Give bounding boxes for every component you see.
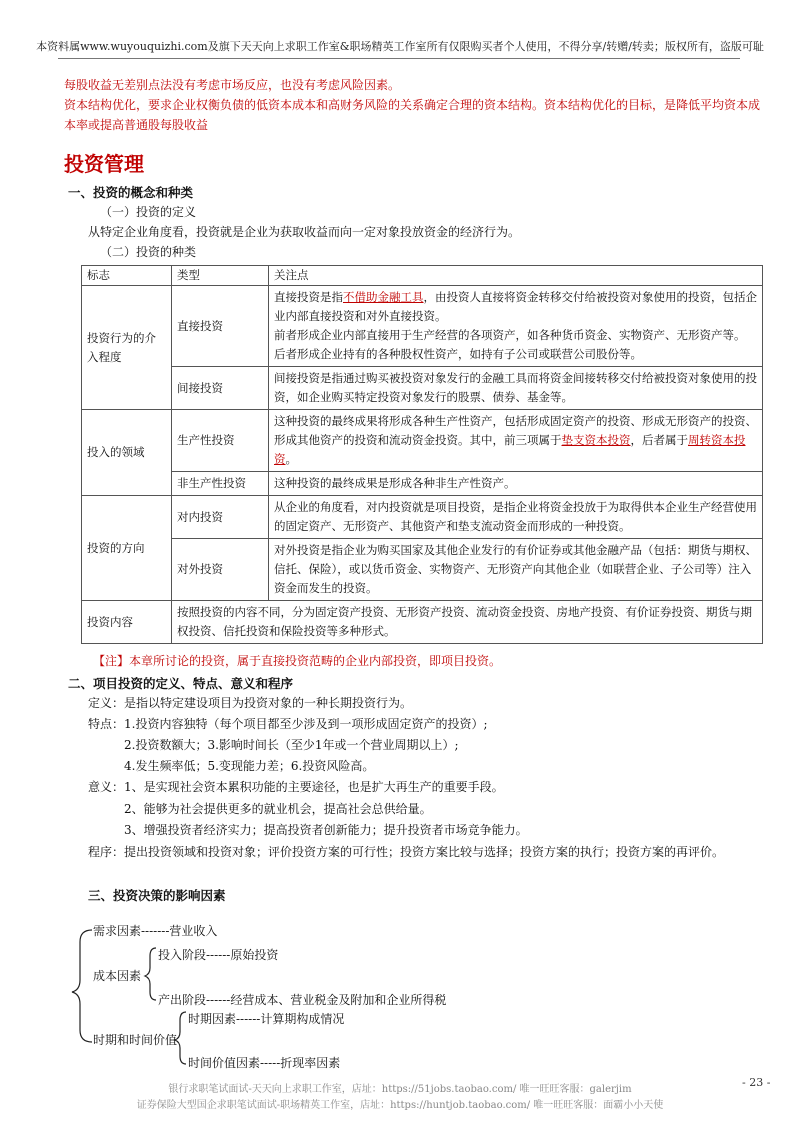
table-row — [82, 472, 763, 496]
table-header: 关注点 — [269, 266, 763, 286]
factor-cost: 成本因素 — [93, 969, 142, 983]
factor-time-value: 时间价值因素-----折现率因素 — [188, 1056, 341, 1070]
text-run: 后者形成企业持有的各种股权性资产，如持有子公司或联营公司股份等。 — [274, 347, 642, 361]
s1-definition: 从特定企业角度看，投资就是企业为获取收益而向一定对象投放资金的经济行为。 — [88, 225, 521, 239]
type-cell: 直接投资 — [172, 286, 269, 367]
table-row — [82, 410, 763, 472]
row-label: 投资的方向 — [82, 496, 172, 601]
intro-line-2: 资本结构优化，要求企业权衡负债的低资本成本和高财务风险的关系确定合理的资本结构。资本结构优化的目标，是降低平均资本成 — [64, 98, 761, 112]
s1-sub2: （二）投资的种类 — [100, 245, 197, 259]
factor-invest-stage: 投入阶段------原始投资 — [158, 948, 279, 962]
focus-cell: 从企业的角度看，对内投资就是项目投资，是指企业将资金投放于为取得供本企业生产经营使用的固定资产、无形资产、其他资产和垫支流动资金而形成的一种投资。 — [269, 496, 763, 539]
table-row — [82, 367, 763, 410]
table-row — [82, 539, 763, 601]
s2-meaning-2: 2、能够为社会提供更多的就业机会，提高社会总供给量。 — [124, 802, 432, 816]
intro-line-1: 每股收益无差别点法没有考虑市场反应，也没有考虑风险因素。 — [64, 78, 401, 92]
row-label: 投入的领域 — [82, 410, 172, 496]
factor-time: 时期和时间价值 — [93, 1033, 178, 1047]
s2-feature-3: 4.发生频率低；5.变现能力差；6.投资风险高。 — [124, 759, 375, 773]
focus-cell: 这种投资的最终成果是形成各种非生产性资产。 — [269, 472, 763, 496]
section-title: 投资管理 — [64, 152, 144, 176]
s1-sub1: （一）投资的定义 — [100, 205, 197, 219]
focus-cell: 间接投资是指通过购买被投资对象发行的金融工具而将资金间接转移交付给被投资对象使用的投资，如企业购买特定投资对象发行的股票、债券、基金等。 — [269, 367, 763, 410]
copyright-header: 本资料属www.wuyouquizhi.com及旗下天天向上求职工作室&职场精英工作室所有仅限购买者个人使用，不得分享/转赠/转卖；版权所有，盗版可耻 — [36, 40, 764, 53]
footer-line-2: 证券保险大型国企求职笔试面试-职场精英工作室，店址：https://huntjob.taobao.com/ 唯一旺旺客服：面霸小小天使 — [136, 1100, 664, 1111]
focus-cell: 对外投资是指企业为购买国家及其他企业发行的有价证券或其他金融产品（包括：期货与期权、信托、保险），或以货币资金、实物资产、无形资产向其他企业（如联营企业、子公司等）注入资金而发生的投资。 — [269, 539, 763, 601]
type-cell: 对内投资 — [172, 496, 269, 539]
type-cell: 非生产性投资 — [172, 472, 269, 496]
note: 【注】本章所讨论的投资，属于直接投资范畴的企业内部投资，即项目投资。 — [93, 654, 502, 668]
text-run: 。 — [285, 452, 297, 466]
text-run: 直接投资是指 — [274, 290, 343, 304]
label-line: 投资行为的介 — [87, 330, 156, 345]
focus-cell — [269, 286, 763, 367]
table-header: 类型 — [172, 266, 269, 286]
factor-demand: 需求因素-------营业收入 — [93, 924, 218, 938]
table-row — [82, 496, 763, 539]
s2-feature-1: 特点：1.投资内容独特（每个项目都至少涉及到一项形成固定资产的投资）; — [88, 717, 488, 731]
highlight-text: 垫支资本投资 — [561, 433, 631, 447]
s2-definition: 定义：是指以特定建设项目为投资对象的一种长期投资行为。 — [88, 696, 413, 710]
table-row — [82, 286, 763, 367]
intro-line-3: 本率或提高普通股每股收益 — [64, 118, 209, 132]
highlight-text: 周转资本投资 — [274, 433, 746, 466]
s2-meaning-3: 3、增强投资者经济实力；提高投资者创新能力；提升投资者市场竞争能力。 — [124, 823, 528, 837]
investment-types-table — [81, 265, 763, 644]
text-run: ，后者属于 — [630, 433, 688, 447]
footer-line-1: 银行求职笔试面试-天天向上求职工作室，店址：https://51jobs.taobao.com/ 唯一旺旺客服：galerjim — [168, 1084, 632, 1095]
type-cell: 对外投资 — [172, 539, 269, 601]
focus-cell — [269, 410, 763, 472]
row-label — [82, 286, 172, 410]
s2-meaning-1: 意义：1、是实现社会资本累积功能的主要途径，也是扩大再生产的重要手段。 — [88, 780, 504, 794]
s2-feature-2: 2.投资数额大；3.影响时间长（至少1年或一个营业周期以上）; — [124, 738, 459, 752]
factor-period: 时期因素------计算期构成情况 — [188, 1012, 345, 1026]
highlight-text: 不借助金融工具 — [343, 290, 424, 304]
s1-heading: 一、投资的概念和种类 — [68, 185, 194, 200]
s2-procedure: 程序：提出投资领域和投资对象；评价投资方案的可行性；投资方案比较与选择；投资方案的执行；投资方案的再评价。 — [88, 845, 725, 859]
type-cell: 生产性投资 — [172, 410, 269, 472]
label-line: 入程度 — [87, 349, 122, 364]
s3-heading: 三、投资决策的影响因素 — [88, 888, 226, 903]
text-run: ，由投资人直接将资金转移交付给被投资对象使用的投资，包括企业内部直接投资和对外直接投资。 — [274, 290, 757, 323]
focus-cell: 按照投资的内容不同，分为固定资产投资、无形资产投资、流动资金投资、房地产投资、有价证券投资、期货与期权投资、信托投资和保险投资等多种形式。 — [172, 601, 763, 644]
table-header-row — [82, 266, 763, 286]
table-row — [82, 601, 763, 644]
table-header: 标志 — [82, 266, 172, 286]
header-divider — [58, 58, 740, 59]
text-run: 这种投资的最终成果将形成各种生产性资产，包括形成固定资产的投资、形成无形资产的投资、形成其他资产的投资和流动资金投资。其中，前三项属于 — [274, 414, 757, 447]
s2-heading: 二、项目投资的定义、特点、意义和程序 — [68, 676, 294, 691]
row-label: 投资内容 — [82, 601, 172, 644]
page-number: - 23 - — [742, 1076, 771, 1089]
text-run: 前者形成企业内部直接用于生产经营的各项资产，如各种货币资金、实物资产、无形资产等。 — [274, 328, 746, 342]
factor-output-stage: 产出阶段------经营成本、营业税金及附加和企业所得税 — [158, 993, 447, 1007]
type-cell: 间接投资 — [172, 367, 269, 410]
